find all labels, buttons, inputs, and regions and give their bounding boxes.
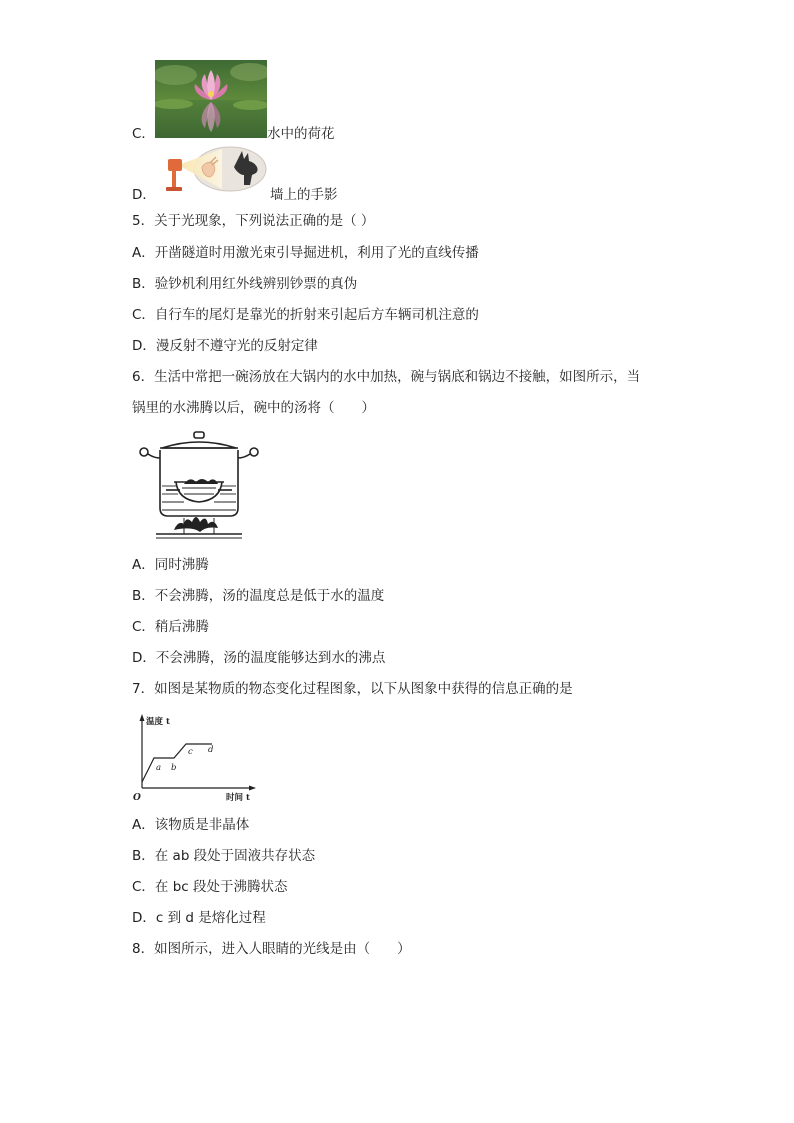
- q6-option-c: C．稍后沸腾: [132, 619, 209, 635]
- graph-y-axis-label: 温度 t: [146, 717, 170, 727]
- q6-stem-line2: 锅里的水沸腾以后，碗中的汤将（ ）: [132, 400, 375, 416]
- graph-point-b: b: [171, 763, 177, 773]
- temperature-time-graph: [130, 712, 260, 802]
- q6-option-d: D．不会沸腾，汤的温度能够达到水的沸点: [132, 650, 386, 666]
- q7-stem: 7．如图是某物质的物态变化过程图象，以下从图象中获得的信息正确的是: [132, 681, 573, 697]
- graph-point-c: c: [188, 747, 193, 757]
- lotus-photo: [155, 60, 267, 138]
- q8-stem: 8．如图所示，进入人眼睛的光线是由（ ）: [132, 941, 411, 957]
- q5-option-c: C．自行车的尾灯是靠光的折射来引起后方车辆司机注意的: [132, 307, 479, 323]
- q6-option-a: A．同时沸腾: [132, 557, 209, 573]
- q6-stem-line1: 6．生活中常把一碗汤放在大锅内的水中加热，碗与锅底和锅边不接触，如图所示，当: [132, 369, 641, 385]
- q4-option-d-caption: 墙上的手影: [270, 187, 338, 203]
- q5-stem: 5．关于光现象，下列说法正确的是（ ）: [132, 213, 375, 229]
- q7-option-c: C．在 bc 段处于沸腾状态: [132, 879, 288, 895]
- q4-option-d-letter: D．: [132, 187, 156, 203]
- graph-point-a: a: [156, 763, 162, 773]
- graph-x-axis-label: 时间 t: [226, 793, 250, 802]
- hand-shadow-image: [160, 145, 268, 197]
- q4-option-c-caption: 水中的荷花: [267, 126, 335, 142]
- q5-option-d: D．漫反射不遵守光的反射定律: [132, 338, 318, 354]
- graph-origin-label: O: [133, 793, 141, 802]
- q5-option-a: A．开凿隧道时用激光束引导掘进机，利用了光的直线传播: [132, 245, 479, 261]
- q4-option-c-letter: C．: [132, 126, 155, 142]
- q5-option-b: B．验钞机利用红外线辨别钞票的真伪: [132, 276, 358, 292]
- pot-with-bowl-diagram: [134, 428, 264, 543]
- q7-option-d: D．c 到 d 是熔化过程: [132, 910, 266, 926]
- q6-option-b: B．不会沸腾，汤的温度总是低于水的温度: [132, 588, 385, 604]
- graph-point-d: d: [208, 745, 214, 755]
- q7-option-b: B．在 ab 段处于固液共存状态: [132, 848, 316, 864]
- q7-option-a: A．该物质是非晶体: [132, 817, 250, 833]
